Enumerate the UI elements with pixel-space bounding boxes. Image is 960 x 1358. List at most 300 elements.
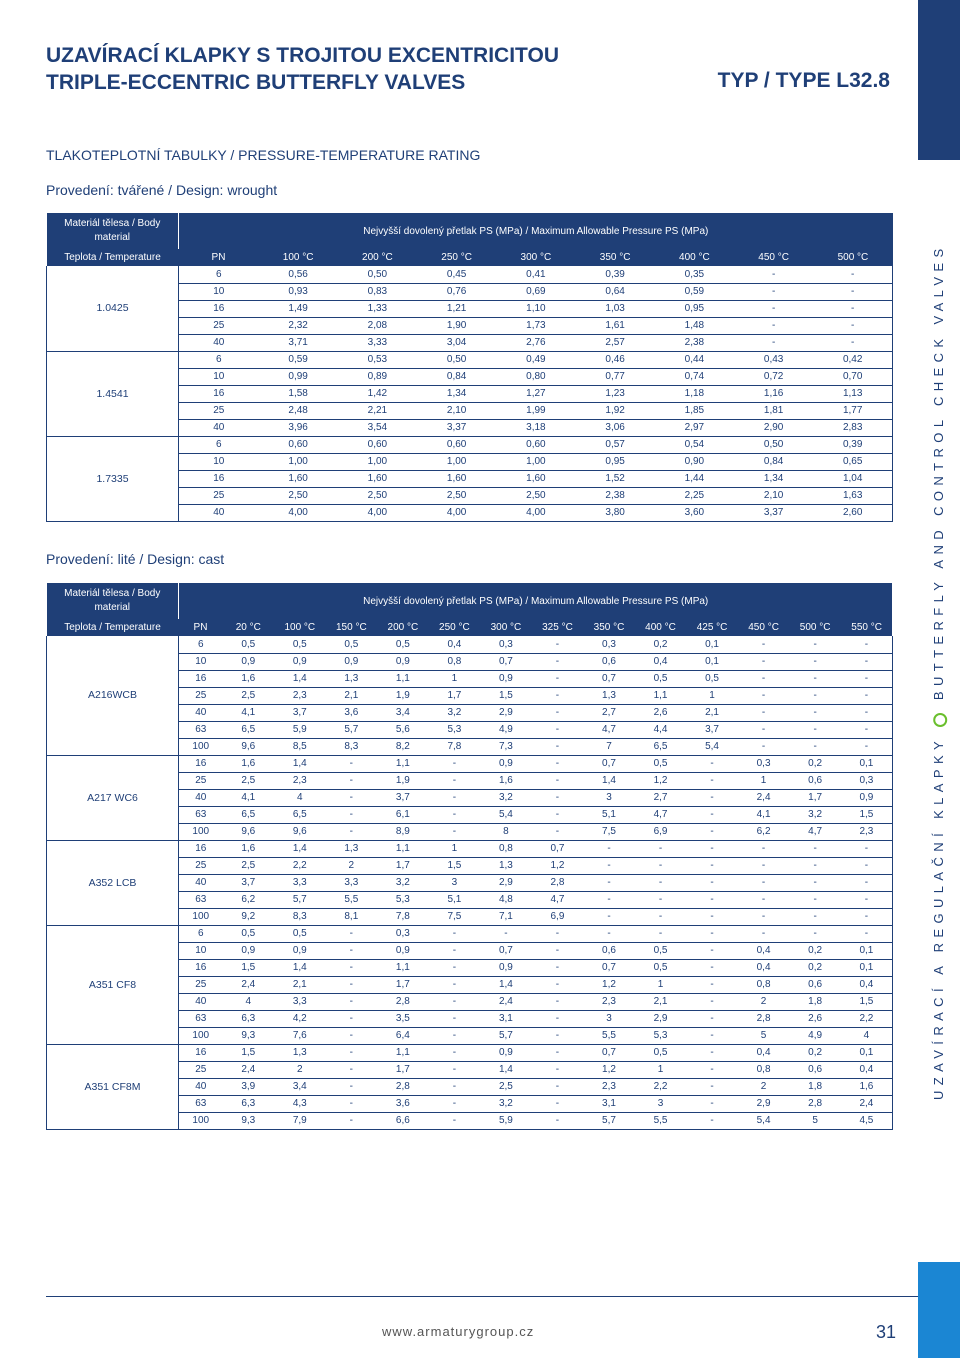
pressure-value-cell: 1,49 bbox=[259, 300, 338, 317]
pn-cell: 100 bbox=[179, 823, 223, 840]
pn-cell: 6 bbox=[179, 351, 259, 368]
pressure-value-cell: - bbox=[532, 1010, 584, 1027]
pressure-value-cell: 0,42 bbox=[813, 351, 892, 368]
pressure-value-cell: 5,5 bbox=[583, 1027, 635, 1044]
pressure-value-cell: 5 bbox=[738, 1027, 790, 1044]
company-logo-icon bbox=[933, 713, 947, 727]
pressure-value-cell: 2,10 bbox=[417, 402, 496, 419]
pn-cell: 40 bbox=[179, 789, 223, 806]
pressure-value-cell: - bbox=[686, 1112, 738, 1129]
pressure-value-cell: 6,2 bbox=[738, 823, 790, 840]
pressure-value-cell: 1,7 bbox=[377, 857, 429, 874]
pressure-value-cell: - bbox=[813, 334, 892, 351]
pressure-value-cell: 2,9 bbox=[738, 1095, 790, 1112]
pressure-value-cell: 1,00 bbox=[417, 453, 496, 470]
temperature-column-header: 20 °C bbox=[223, 619, 275, 636]
table-row bbox=[47, 925, 893, 942]
pressure-value-cell: 0,57 bbox=[576, 436, 655, 453]
temperature-column-header: 500 °C bbox=[789, 619, 841, 636]
cast-subtitle: Provedení: lité / Design: cast bbox=[46, 551, 225, 567]
pressure-value-cell: - bbox=[738, 704, 790, 721]
pressure-value-cell: - bbox=[686, 1061, 738, 1078]
pressure-value-cell: - bbox=[429, 959, 481, 976]
pressure-value-cell: 2,4 bbox=[223, 976, 275, 993]
pressure-value-cell: 4,00 bbox=[338, 504, 417, 521]
pressure-value-cell: 1 bbox=[635, 1061, 687, 1078]
pressure-value-cell: 2,38 bbox=[655, 334, 734, 351]
pressure-value-cell: 3,3 bbox=[274, 874, 326, 891]
pressure-value-cell: - bbox=[429, 1044, 481, 1061]
pn-cell: 40 bbox=[179, 993, 223, 1010]
pn-cell: 100 bbox=[179, 1027, 223, 1044]
pressure-value-cell: - bbox=[429, 1095, 481, 1112]
pressure-value-cell: 2,32 bbox=[259, 317, 338, 334]
pressure-value-cell: 1,4 bbox=[480, 976, 532, 993]
pressure-value-cell: - bbox=[326, 1044, 378, 1061]
pressure-value-cell: 1,33 bbox=[338, 300, 417, 317]
pressure-value-cell: 2,2 bbox=[635, 1078, 687, 1095]
pn-cell: 16 bbox=[179, 755, 223, 772]
pressure-value-cell: 0,7 bbox=[583, 755, 635, 772]
pressure-value-cell: 5,7 bbox=[274, 891, 326, 908]
temperature-column-header: 200 °C bbox=[338, 249, 417, 266]
pressure-value-cell: - bbox=[813, 317, 892, 334]
pressure-value-cell: 0,5 bbox=[326, 636, 378, 653]
pressure-value-cell: 1,21 bbox=[417, 300, 496, 317]
pressure-value-cell: 0,46 bbox=[576, 351, 655, 368]
bottom-right-band bbox=[918, 1262, 960, 1358]
pressure-value-cell: - bbox=[813, 266, 892, 283]
table-row bbox=[47, 636, 893, 653]
pressure-value-cell: 1,2 bbox=[635, 772, 687, 789]
pressure-value-cell: 2 bbox=[738, 993, 790, 1010]
pressure-value-cell: - bbox=[429, 1061, 481, 1078]
pressure-value-cell: 1,5 bbox=[841, 993, 893, 1010]
pressure-value-cell: 0,7 bbox=[532, 840, 584, 857]
pressure-value-cell: 1,03 bbox=[576, 300, 655, 317]
pressure-value-cell: 2,3 bbox=[274, 772, 326, 789]
pressure-value-cell: 2,4 bbox=[480, 993, 532, 1010]
pressure-value-cell: 0,8 bbox=[429, 653, 481, 670]
pressure-value-cell: 2,9 bbox=[635, 1010, 687, 1027]
pn-cell: 10 bbox=[179, 453, 259, 470]
pressure-value-cell: 3,04 bbox=[417, 334, 496, 351]
pressure-value-cell: - bbox=[532, 653, 584, 670]
pressure-value-cell: 3,37 bbox=[734, 504, 813, 521]
pressure-value-cell: - bbox=[583, 874, 635, 891]
pressure-value-cell: 1,7 bbox=[789, 789, 841, 806]
pressure-value-cell: - bbox=[429, 806, 481, 823]
pressure-value-cell: - bbox=[738, 908, 790, 925]
pressure-value-cell: - bbox=[841, 857, 893, 874]
pressure-value-cell: 1 bbox=[635, 976, 687, 993]
pressure-value-cell: - bbox=[532, 721, 584, 738]
material-cell: A351 CF8 bbox=[47, 925, 179, 1044]
pn-cell: 100 bbox=[179, 908, 223, 925]
pressure-value-cell: 5,7 bbox=[583, 1112, 635, 1129]
pressure-value-cell: 4,7 bbox=[635, 806, 687, 823]
temperature-column-header: 250 °C bbox=[417, 249, 496, 266]
pressure-value-cell: 3,7 bbox=[223, 874, 275, 891]
pressure-value-cell: - bbox=[841, 891, 893, 908]
pn-cell: 100 bbox=[179, 738, 223, 755]
pn-header: PN bbox=[179, 249, 259, 266]
temperature-label: Teplota / Temperature bbox=[47, 619, 179, 636]
pressure-value-cell: - bbox=[532, 738, 584, 755]
pn-cell: 25 bbox=[179, 1061, 223, 1078]
pressure-value-cell: - bbox=[789, 704, 841, 721]
pressure-value-cell: 1,81 bbox=[734, 402, 813, 419]
pressure-value-cell: 0,1 bbox=[686, 653, 738, 670]
pressure-value-cell: - bbox=[686, 840, 738, 857]
pressure-value-cell: 3,60 bbox=[655, 504, 734, 521]
pressure-value-cell: 5,4 bbox=[480, 806, 532, 823]
pressure-value-cell: 4,9 bbox=[789, 1027, 841, 1044]
pressure-value-cell: - bbox=[429, 823, 481, 840]
pressure-value-cell: 0,60 bbox=[259, 436, 338, 453]
pressure-value-cell: 7,1 bbox=[480, 908, 532, 925]
pressure-value-cell: 1,2 bbox=[583, 976, 635, 993]
pn-cell: 6 bbox=[179, 436, 259, 453]
pressure-value-cell: - bbox=[789, 857, 841, 874]
pressure-value-cell: 4,3 bbox=[274, 1095, 326, 1112]
pressure-value-cell: - bbox=[738, 857, 790, 874]
pn-cell: 10 bbox=[179, 368, 259, 385]
pressure-value-cell: - bbox=[583, 857, 635, 874]
pressure-value-cell: - bbox=[326, 993, 378, 1010]
pn-cell: 25 bbox=[179, 687, 223, 704]
pn-cell: 6 bbox=[179, 925, 223, 942]
pressure-value-cell: 4,2 bbox=[274, 1010, 326, 1027]
pressure-value-cell: 8,1 bbox=[326, 908, 378, 925]
pressure-value-cell: 2,50 bbox=[259, 487, 338, 504]
pressure-value-cell: 0,9 bbox=[274, 942, 326, 959]
pressure-value-cell: 6,5 bbox=[223, 806, 275, 823]
pressure-value-cell: - bbox=[532, 772, 584, 789]
pressure-value-cell: 5,4 bbox=[738, 1112, 790, 1129]
pressure-value-cell: 4,8 bbox=[480, 891, 532, 908]
pressure-value-cell: 0,60 bbox=[496, 436, 575, 453]
pressure-value-cell: - bbox=[686, 1027, 738, 1044]
table-row bbox=[47, 755, 893, 772]
pressure-value-cell: 0,6 bbox=[583, 942, 635, 959]
pressure-value-cell: 0,2 bbox=[789, 1044, 841, 1061]
pressure-value-cell: 0,95 bbox=[576, 453, 655, 470]
pressure-value-cell: - bbox=[686, 789, 738, 806]
pressure-value-cell: - bbox=[841, 908, 893, 925]
pressure-value-cell: - bbox=[429, 942, 481, 959]
pressure-value-cell: 0,99 bbox=[259, 368, 338, 385]
pressure-value-cell: - bbox=[326, 959, 378, 976]
pressure-value-cell: 1,1 bbox=[377, 1044, 429, 1061]
pressure-value-cell: 4,1 bbox=[223, 789, 275, 806]
pressure-value-cell: 5,6 bbox=[377, 721, 429, 738]
pressure-value-cell: 6,3 bbox=[223, 1095, 275, 1112]
pressure-value-cell: 0,35 bbox=[655, 266, 734, 283]
pressure-value-cell: 1,44 bbox=[655, 470, 734, 487]
pressure-value-cell: - bbox=[532, 670, 584, 687]
pn-cell: 25 bbox=[179, 976, 223, 993]
pressure-value-cell: 2,08 bbox=[338, 317, 417, 334]
pressure-value-cell: 0,5 bbox=[635, 959, 687, 976]
pressure-value-cell: 0,3 bbox=[480, 636, 532, 653]
pressure-value-cell: - bbox=[686, 925, 738, 942]
wrought-subtitle: Provedení: tvářené / Design: wrought bbox=[46, 182, 278, 198]
pressure-value-cell: - bbox=[429, 1112, 481, 1129]
pressure-value-cell: 5,3 bbox=[377, 891, 429, 908]
pressure-value-cell: 8,5 bbox=[274, 738, 326, 755]
pressure-value-cell: 3,96 bbox=[259, 419, 338, 436]
pressure-value-cell: 1,61 bbox=[576, 317, 655, 334]
temperature-column-header: 425 °C bbox=[686, 619, 738, 636]
pressure-value-cell: 1,2 bbox=[532, 857, 584, 874]
pressure-value-cell: 2,10 bbox=[734, 487, 813, 504]
pressure-value-cell: 6,6 bbox=[377, 1112, 429, 1129]
pressure-value-cell: 2,4 bbox=[738, 789, 790, 806]
pressure-value-cell: 0,3 bbox=[738, 755, 790, 772]
pressure-value-cell: - bbox=[532, 993, 584, 1010]
material-cell: A351 CF8M bbox=[47, 1044, 179, 1129]
pressure-value-cell: 5,9 bbox=[480, 1112, 532, 1129]
pressure-value-cell: 2,5 bbox=[223, 857, 275, 874]
pressure-value-cell: 7,3 bbox=[480, 738, 532, 755]
pressure-value-cell: - bbox=[686, 1095, 738, 1112]
pressure-value-cell: 2,3 bbox=[583, 1078, 635, 1095]
pressure-value-cell: 4 bbox=[223, 993, 275, 1010]
pressure-value-cell: 5,5 bbox=[326, 891, 378, 908]
table-row bbox=[47, 266, 893, 283]
pressure-value-cell: 0,8 bbox=[738, 1061, 790, 1078]
pressure-value-cell: - bbox=[686, 908, 738, 925]
pressure-value-cell: - bbox=[789, 721, 841, 738]
pressure-value-cell: - bbox=[326, 1078, 378, 1095]
pressure-value-cell: - bbox=[841, 670, 893, 687]
pressure-value-cell: 2,7 bbox=[635, 789, 687, 806]
pressure-value-cell: - bbox=[789, 738, 841, 755]
material-cell: 1.7335 bbox=[47, 436, 179, 521]
pressure-value-cell: 7,8 bbox=[377, 908, 429, 925]
pressure-value-cell: 3,9 bbox=[223, 1078, 275, 1095]
pressure-value-cell: 1,60 bbox=[417, 470, 496, 487]
pressure-value-cell: - bbox=[686, 942, 738, 959]
page-title bbox=[46, 42, 559, 96]
pressure-value-cell: 3,71 bbox=[259, 334, 338, 351]
pressure-value-cell: 1,5 bbox=[223, 959, 275, 976]
pressure-value-cell: - bbox=[738, 721, 790, 738]
pressure-value-cell: 0,1 bbox=[841, 755, 893, 772]
pressure-value-cell: 9,2 bbox=[223, 908, 275, 925]
pressure-value-cell: 3,6 bbox=[326, 704, 378, 721]
pressure-value-cell: 0,4 bbox=[738, 959, 790, 976]
pressure-value-cell: 5 bbox=[789, 1112, 841, 1129]
pressure-value-cell: 1,16 bbox=[734, 385, 813, 402]
pressure-value-cell: 3,6 bbox=[377, 1095, 429, 1112]
pressure-value-cell: - bbox=[532, 1044, 584, 1061]
pressure-value-cell: 2,8 bbox=[789, 1095, 841, 1112]
pn-cell: 40 bbox=[179, 1078, 223, 1095]
pressure-value-cell: 1,7 bbox=[429, 687, 481, 704]
pressure-value-cell: 0,60 bbox=[338, 436, 417, 453]
pressure-value-cell: - bbox=[429, 925, 481, 942]
pressure-value-cell: 0,1 bbox=[841, 942, 893, 959]
material-header: Materiál tělesa / Body material bbox=[47, 213, 179, 249]
pressure-value-cell: 2,76 bbox=[496, 334, 575, 351]
pressure-value-cell: - bbox=[635, 874, 687, 891]
pressure-value-cell: - bbox=[326, 1061, 378, 1078]
pressure-value-cell: 1,5 bbox=[223, 1044, 275, 1061]
pressure-value-cell: - bbox=[532, 1112, 584, 1129]
temperature-column-header: 325 °C bbox=[532, 619, 584, 636]
pressure-value-cell: 4,00 bbox=[496, 504, 575, 521]
pressure-value-cell: - bbox=[738, 653, 790, 670]
pressure-value-cell: 5,3 bbox=[429, 721, 481, 738]
pressure-value-cell: 1,48 bbox=[655, 317, 734, 334]
pressure-value-cell: - bbox=[583, 891, 635, 908]
pressure-value-cell: 9,6 bbox=[223, 738, 275, 755]
temperature-column-header: 350 °C bbox=[576, 249, 655, 266]
pn-cell: 10 bbox=[179, 283, 259, 300]
pressure-value-cell: 1,60 bbox=[496, 470, 575, 487]
pressure-value-cell: 3 bbox=[635, 1095, 687, 1112]
pressure-value-cell: - bbox=[635, 840, 687, 857]
pressure-value-cell: 0,4 bbox=[429, 636, 481, 653]
pressure-value-cell: 6,1 bbox=[377, 806, 429, 823]
pressure-value-cell: 2,6 bbox=[789, 1010, 841, 1027]
pressure-value-cell: 1,3 bbox=[480, 857, 532, 874]
pressure-value-cell: 0,80 bbox=[496, 368, 575, 385]
pressure-value-cell: 1,5 bbox=[480, 687, 532, 704]
pressure-value-cell: 8,2 bbox=[377, 738, 429, 755]
pressure-value-cell: - bbox=[429, 1027, 481, 1044]
temperature-label: Teplota / Temperature bbox=[47, 249, 179, 266]
material-cell: A216WCB bbox=[47, 636, 179, 755]
pressure-value-cell: 0,59 bbox=[655, 283, 734, 300]
pressure-value-cell: 0,60 bbox=[417, 436, 496, 453]
pressure-value-cell: 8,3 bbox=[326, 738, 378, 755]
temperature-column-header: 400 °C bbox=[655, 249, 734, 266]
pressure-value-cell: 0,9 bbox=[274, 653, 326, 670]
pressure-value-cell: 0,84 bbox=[734, 453, 813, 470]
pressure-value-cell: - bbox=[789, 925, 841, 942]
pressure-value-cell: 0,59 bbox=[259, 351, 338, 368]
pressure-value-cell: 1,5 bbox=[429, 857, 481, 874]
pressure-value-cell: 0,9 bbox=[377, 653, 429, 670]
pressure-value-cell: 9,3 bbox=[223, 1027, 275, 1044]
pressure-value-cell: 1,8 bbox=[789, 1078, 841, 1095]
pressure-value-cell: 1,6 bbox=[223, 755, 275, 772]
pressure-value-cell: 3,06 bbox=[576, 419, 655, 436]
pressure-value-cell: 0,74 bbox=[655, 368, 734, 385]
pressure-value-cell: 0,5 bbox=[274, 636, 326, 653]
pressure-value-cell: 3,7 bbox=[377, 789, 429, 806]
pressure-value-cell: - bbox=[532, 789, 584, 806]
pressure-value-cell: - bbox=[734, 317, 813, 334]
pressure-value-cell: 1,34 bbox=[734, 470, 813, 487]
pressure-value-cell: 0,6 bbox=[789, 976, 841, 993]
table-row bbox=[47, 840, 893, 857]
pressure-value-cell: 1,7 bbox=[377, 976, 429, 993]
pressure-value-cell: 0,4 bbox=[738, 942, 790, 959]
pressure-value-cell: 4,4 bbox=[635, 721, 687, 738]
pressure-value-cell: 2,3 bbox=[841, 823, 893, 840]
pressure-value-cell: - bbox=[635, 891, 687, 908]
pressure-value-cell: 0,4 bbox=[841, 976, 893, 993]
pn-cell: 25 bbox=[179, 772, 223, 789]
footer-divider bbox=[46, 1296, 918, 1297]
pressure-value-cell: - bbox=[532, 959, 584, 976]
pressure-value-cell: - bbox=[429, 1010, 481, 1027]
website-link[interactable]: www.armaturygroup.cz bbox=[382, 1324, 535, 1339]
pressure-value-cell: 1 bbox=[686, 687, 738, 704]
section-title: TLAKOTEPLOTNÍ TABULKY / PRESSURE-TEMPERATURE RATING bbox=[46, 147, 481, 163]
pressure-value-cell: 1,8 bbox=[789, 993, 841, 1010]
pressure-value-cell: 2,1 bbox=[686, 704, 738, 721]
pressure-value-cell: - bbox=[326, 1095, 378, 1112]
pressure-value-cell: 0,4 bbox=[738, 1044, 790, 1061]
pressure-value-cell: - bbox=[841, 687, 893, 704]
pressure-value-cell: 0,93 bbox=[259, 283, 338, 300]
pn-cell: 25 bbox=[179, 857, 223, 874]
pressure-value-cell: 1,6 bbox=[480, 772, 532, 789]
pressure-value-cell: 1,6 bbox=[223, 670, 275, 687]
pn-cell: 63 bbox=[179, 1010, 223, 1027]
pressure-value-cell: 4,7 bbox=[583, 721, 635, 738]
pressure-value-cell: 0,83 bbox=[338, 283, 417, 300]
title-line-cz: UZAVÍRACÍ KLAPKY S TROJITOU EXCENTRICITOU bbox=[46, 44, 559, 67]
pressure-value-cell: 3,7 bbox=[686, 721, 738, 738]
pressure-value-cell: 1,3 bbox=[274, 1044, 326, 1061]
pressure-value-cell: - bbox=[326, 1112, 378, 1129]
pressure-value-cell: - bbox=[532, 704, 584, 721]
pressure-value-cell: 1,3 bbox=[583, 687, 635, 704]
pressure-value-cell: - bbox=[789, 891, 841, 908]
pressure-value-cell: 4 bbox=[841, 1027, 893, 1044]
pressure-value-cell: 6,9 bbox=[635, 823, 687, 840]
pressure-value-cell: - bbox=[841, 704, 893, 721]
pressure-value-cell: 2,8 bbox=[532, 874, 584, 891]
pn-cell: 25 bbox=[179, 317, 259, 334]
pressure-header: Nejvyšší dovolený přetlak PS (MPa) / Maximum Allowable Pressure PS (MPa) bbox=[179, 583, 893, 619]
pressure-value-cell: 9,6 bbox=[223, 823, 275, 840]
pressure-value-cell: 3,33 bbox=[338, 334, 417, 351]
pressure-value-cell: - bbox=[789, 653, 841, 670]
pressure-value-cell: - bbox=[583, 840, 635, 857]
pn-cell: 16 bbox=[179, 840, 223, 857]
pressure-value-cell: - bbox=[326, 755, 378, 772]
pressure-value-cell: 2 bbox=[274, 1061, 326, 1078]
pn-cell: 40 bbox=[179, 334, 259, 351]
pressure-value-cell: 2,3 bbox=[274, 687, 326, 704]
pressure-value-cell: 4,7 bbox=[789, 823, 841, 840]
pressure-value-cell: 6,2 bbox=[223, 891, 275, 908]
pressure-value-cell: - bbox=[686, 755, 738, 772]
pressure-value-cell: 0,50 bbox=[734, 436, 813, 453]
pressure-value-cell: - bbox=[326, 1027, 378, 1044]
pn-cell: 16 bbox=[179, 1044, 223, 1061]
side-banner-part1: UZAVÍRACÍ A REGULAČNÍ KLAPKY bbox=[931, 736, 947, 1100]
pressure-value-cell: 3,54 bbox=[338, 419, 417, 436]
pn-cell: 63 bbox=[179, 891, 223, 908]
pressure-value-cell: 1,4 bbox=[274, 840, 326, 857]
pressure-value-cell: 2,3 bbox=[583, 993, 635, 1010]
pressure-value-cell: 0,43 bbox=[734, 351, 813, 368]
pressure-value-cell: - bbox=[789, 908, 841, 925]
pressure-value-cell: - bbox=[429, 755, 481, 772]
pressure-value-cell: 6,9 bbox=[532, 908, 584, 925]
pressure-value-cell: 1,34 bbox=[417, 385, 496, 402]
pressure-value-cell: 0,7 bbox=[480, 653, 532, 670]
pressure-value-cell: 0,90 bbox=[655, 453, 734, 470]
